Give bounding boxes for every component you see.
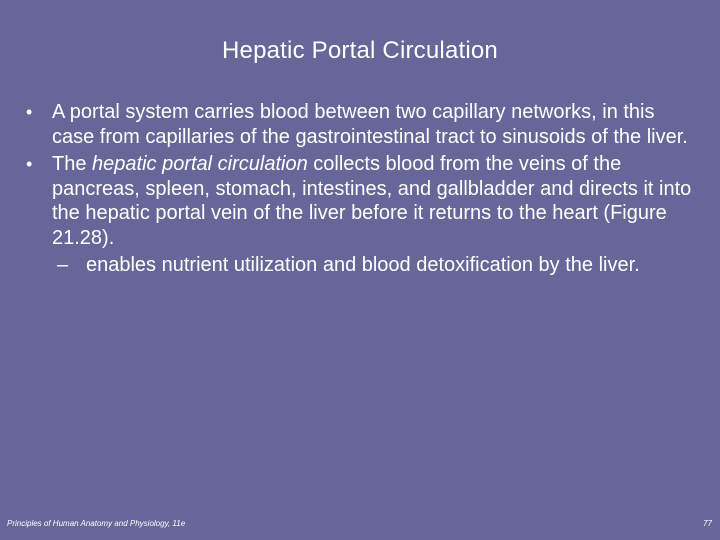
sub-bullet-text: enables nutrient utilization and blood detoxification by the liver.	[86, 254, 640, 276]
bullet-mark: •	[26, 154, 33, 174]
sub-bullet-item-nutrient-detoxification	[22, 253, 698, 278]
footer-page-number: 77	[703, 519, 712, 528]
bullet-mark: •	[26, 102, 33, 122]
bullet-text-after-italic: collects blood from the veins of the pancreas, spleen, stomach, intestines, and gallbladder and directs it into the hepatic portal vein of the liver before it returns to the heart (Figure 21.28).	[52, 153, 692, 249]
footer-source: Principles of Human Anatomy and Physiology, 11e	[7, 519, 186, 528]
bullet-text-italic: hepatic portal circulation	[92, 153, 308, 175]
bullet-text-before-italic: The	[52, 153, 93, 175]
sub-bullet-mark: –	[57, 254, 69, 276]
bullet-item-portal-system	[22, 100, 698, 149]
bullet-item-hepatic-portal-circulation	[22, 152, 698, 250]
slide-body	[22, 100, 698, 278]
bullet-text: A portal system carries blood between two capillary networks, in this case from capillaries of the gastrointestinal tract to sinusoids of the liver.	[52, 101, 688, 148]
slide-title: Hepatic Portal Circulation	[222, 37, 498, 64]
